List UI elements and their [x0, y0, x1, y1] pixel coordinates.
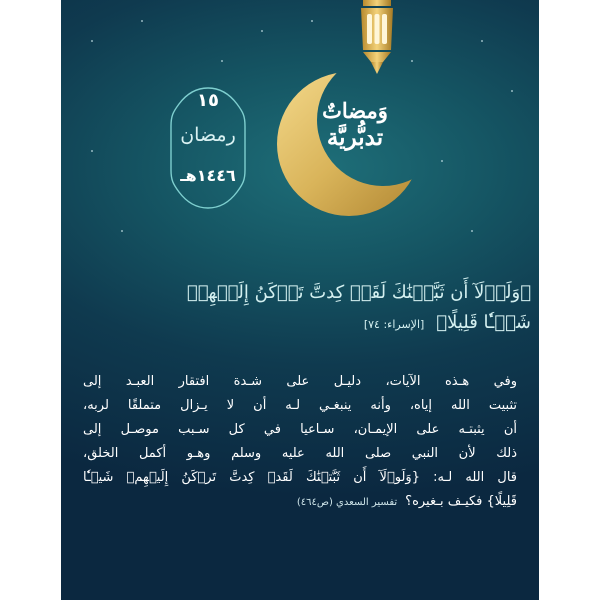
quran-verse [121, 278, 531, 340]
page-title [307, 98, 403, 152]
star-icon [91, 40, 93, 42]
verse-line-2-text: شَيۡـٔٗا قَلِيلًا﴾ [436, 312, 531, 333]
verse-reference: [الإسراء: ٧٤] [363, 318, 425, 331]
star-icon [261, 30, 263, 32]
star-icon [141, 20, 143, 22]
body-line: قَلِيلًا} فكيـف بـغيره؟ [405, 494, 517, 509]
date-month: رمضان [180, 124, 236, 146]
star-icon [91, 150, 93, 152]
body-line: وفي هـذه الآيات، دليـل على شـدة افتقار العبـد إلى [83, 374, 517, 389]
star-icon [511, 90, 513, 92]
tafsir-source: تفسير السعدي (ص٤٦٤) [296, 497, 398, 508]
title-line-1: وَمضاتٌ [322, 98, 388, 123]
date-year: ١٤٤٦هـ [180, 166, 236, 185]
body-line: أن يثبتـه على الإيمـان، سـاعيا في كل سـبب موصـل إلى [83, 422, 517, 437]
star-icon [481, 40, 483, 42]
body-line: ذلك لأن النبي صلى الله عليه وسلم وهـو أكمل الخلق، [83, 446, 517, 461]
verse-line-2 [121, 308, 531, 340]
body-line: تثبيت الله إياه، وأنه ينبغـي لـه أن لا يـزال متملقًا لربه، [83, 398, 517, 413]
star-icon [121, 230, 123, 232]
tafsir-text [83, 370, 517, 515]
date-day: ١٥ [197, 90, 219, 111]
verse-line-1: ﴿وَلَوۡلَآ أَن ثَبَّتۡنَٰكَ لَقَدۡ كِدتَّ تَرۡكَنُ إِلَيۡهِمۡ [186, 282, 531, 303]
star-icon [441, 160, 443, 162]
date-badge [167, 86, 249, 210]
star-icon [311, 20, 313, 22]
body-line: قال الله لـه: {وَلَوۡلَآ أَن ثَبَّتۡنَٰكَ لَقَدۡ كِدتَّ تَرۡكَنُ إِلَيۡهِمۡ شَيۡـٔٗا [83, 470, 517, 485]
ramadan-card [61, 0, 539, 600]
body-line-last [83, 490, 517, 515]
title-line-2: تدبُّريَّة [326, 124, 384, 151]
star-icon [221, 60, 223, 62]
star-icon [411, 60, 413, 62]
star-icon [471, 230, 473, 232]
